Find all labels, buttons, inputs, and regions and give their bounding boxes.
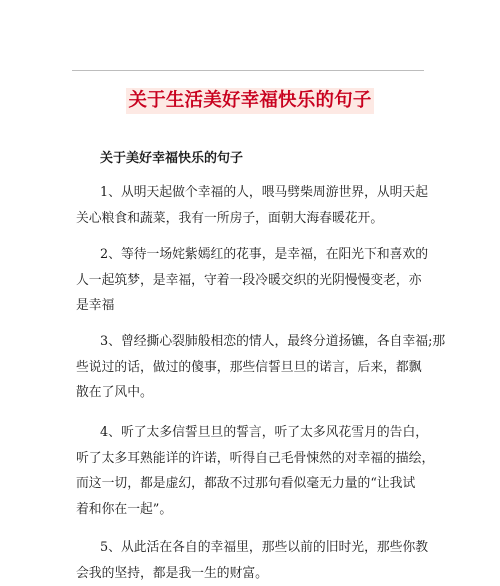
paragraph-4 bbox=[76, 420, 436, 522]
paragraph-line: 1、从明天起做个幸福的人，喂马劈柴周游世界，从明天起 bbox=[76, 180, 436, 206]
title-wrapper bbox=[0, 88, 500, 114]
paragraph-line: 是幸福 bbox=[76, 293, 436, 319]
paragraph-line: 4、听了太多信誓旦旦的誓言，听了太多风花雪月的告白， bbox=[76, 420, 436, 446]
paragraph-line: 5、从此活在各自的幸福里，那些以前的旧时光，那些你教 bbox=[76, 535, 436, 561]
paragraph-3 bbox=[76, 329, 436, 406]
paragraph-line: 关心粮食和蔬菜，我有一所房子，面朝大海春暖花开。 bbox=[76, 206, 436, 232]
paragraph-line: 些说过的话，做过的傻事，那些信誓旦旦的诺言，后来，都飘 bbox=[76, 355, 436, 381]
paragraph-2 bbox=[76, 242, 436, 319]
paragraph-1 bbox=[76, 180, 436, 231]
paragraph-line: 会我的坚持，都是我一生的财富。 bbox=[76, 561, 436, 586]
paragraph-line: 散在了风中。 bbox=[76, 380, 436, 406]
paragraph-line: 而这一切，都是虚幻，都敌不过那句看似毫无力量的“让我试 bbox=[76, 471, 436, 497]
paragraph-line: 3、曾经撕心裂肺般相恋的情人，最终分道扬镳，各自幸福;那 bbox=[76, 329, 436, 355]
document-subtitle: 关于美好幸福快乐的句子 bbox=[100, 150, 243, 168]
paragraph-line: 听了太多耳熟能详的许诺，听得自己毛骨悚然的对幸福的描绘， bbox=[76, 446, 436, 472]
paragraph-line: 着和你在一起”。 bbox=[76, 497, 436, 523]
header-rule bbox=[72, 70, 424, 71]
paragraph-line: 人一起筑梦，是幸福，守着一段冷暖交织的光阴慢慢变老，亦 bbox=[76, 268, 436, 294]
paragraph-line: 2、等待一场姹紫嫣红的花事，是幸福，在阳光下和喜欢的 bbox=[76, 242, 436, 268]
paragraph-5 bbox=[76, 535, 436, 586]
document-title: 关于生活美好幸福快乐的句子 bbox=[126, 88, 373, 114]
